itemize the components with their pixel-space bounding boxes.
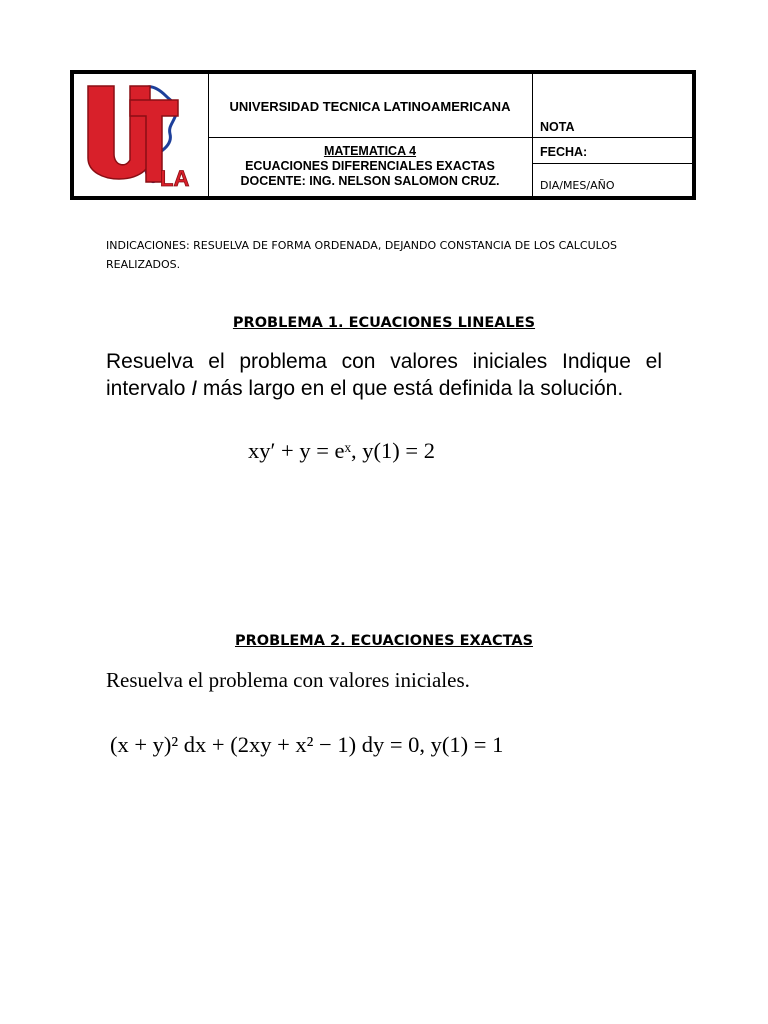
svg-text:LA: LA: [160, 166, 190, 191]
course-cell: [208, 138, 533, 196]
date-label: FECHA:: [540, 145, 588, 159]
problem1-statement: [106, 348, 662, 402]
problem2-heading: PROBLEMA 2. ECUACIONES EXACTAS: [234, 633, 534, 649]
problem1-text-before: Resuelva el problema con valores iniciales Indique el intervalo: [106, 350, 662, 400]
problem1-interval-variable: I: [191, 377, 198, 400]
date-format-cell: [533, 164, 692, 196]
logo-cell: [74, 74, 209, 196]
grade-cell: [533, 74, 692, 138]
date-format: DIA/MES/AÑO: [540, 179, 615, 192]
problem1-text-after: más largo en el que está definida la solución.: [197, 377, 624, 400]
university-logo: [74, 74, 204, 196]
instructions: INDICACIONES: RESUELVA DE FORMA ORDENADA, DEJANDO CONSTANCIA DE LOS CALCULOS REALIZADOS.: [106, 239, 618, 271]
date-cell: [533, 138, 692, 164]
course-title: MATEMATICA 4: [323, 144, 417, 158]
university-name: UNIVERSIDAD TECNICA LATINOAMERICANA: [229, 99, 511, 114]
grade-label: NOTA: [540, 120, 575, 134]
problem1-equation: xy′ + y = eˣ, y(1) = 2: [248, 438, 435, 463]
problem2-statement: Resuelva el problema con valores iniciales.: [106, 668, 470, 692]
university-cell: [208, 74, 533, 138]
problem1-heading: PROBLEMA 1. ECUACIONES LINEALES: [232, 315, 536, 331]
teacher-name: DOCENTE: ING. NELSON SALOMON CRUZ.: [240, 174, 500, 188]
header-table: [70, 70, 696, 200]
problem2-equation: (x + y)² dx + (2xy + x² − 1) dy = 0, y(1) = 1: [110, 732, 504, 757]
course-topic: ECUACIONES DIFERENCIALES EXACTAS: [245, 159, 495, 173]
